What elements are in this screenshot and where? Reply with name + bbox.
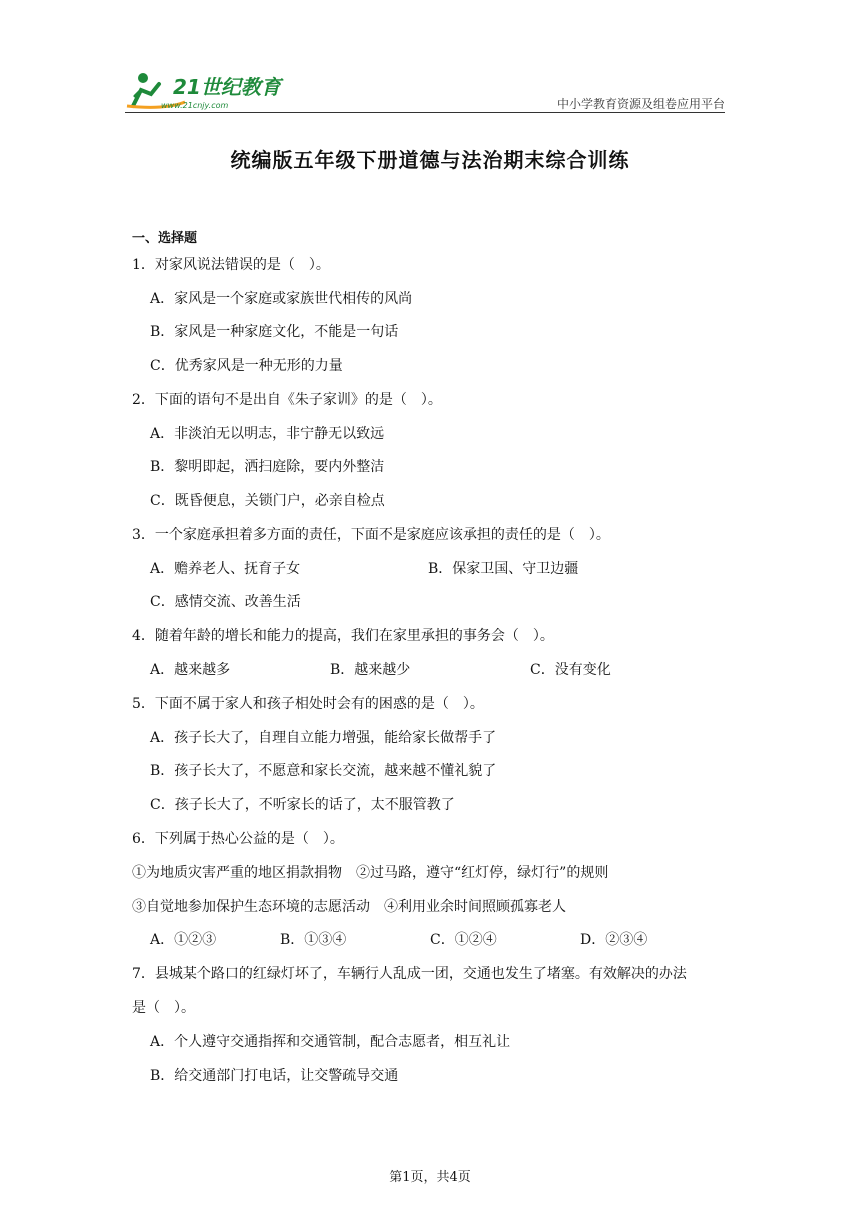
page-title: 统编版五年级下册道德与法治期末综合训练 (230, 148, 630, 172)
question-6-items-line-2: ③自觉地参加保护生态环境的志愿活动 ④利用业余时间照顾孤寡老人 (132, 899, 566, 915)
question-2-option-a: A．非淡泊无以明志，非宁静无以致远 (150, 426, 385, 442)
question-5-option-c: C．孩子长大了，不听家长的话了，太不服管教了 (150, 797, 455, 813)
question-1-option-c: C．优秀家风是一种无形的力量 (150, 358, 343, 374)
question-2-stem: 2．下面的语句不是出自《朱子家训》的是（ ）。 (132, 392, 442, 408)
header-rule (125, 112, 725, 113)
question-1-option-a: A．家风是一个家庭或家族世代相传的风尚 (150, 291, 413, 307)
question-6-stem: 6．下列属于热心公益的是（ ）。 (132, 831, 344, 847)
question-3-option-c: C．感情交流、改善生活 (150, 594, 301, 610)
page-number: 第1页，共4页 (389, 1170, 471, 1185)
question-6-option-c: C．①②④ (430, 932, 497, 948)
question-4-option-a: A．越来越多 (150, 662, 231, 678)
question-6-option-d: D．②③④ (580, 932, 648, 948)
platform-name: 中小学教育资源及组卷应用平台 (556, 97, 725, 111)
question-3-option-a: A．赡养老人、抚育子女 (150, 561, 301, 577)
question-3-stem: 3．一个家庭承担着多方面的责任，下面不是家庭应该承担的责任的是（ ）。 (132, 527, 610, 543)
question-1-option-b: B．家风是一种家庭文化，不能是一句话 (150, 324, 399, 340)
question-5-option-a: A．孩子长大了，自理自立能力增强，能给家长做帮手了 (150, 730, 497, 746)
question-6-option-a: A．①②③ (150, 932, 217, 948)
page-header (125, 62, 725, 114)
question-4-option-c: C．没有变化 (530, 662, 611, 678)
question-7-stem: 7．县城某个路口的红绿灯坏了，车辆行人乱成一团，交通也发生了堵塞。有效解决的办法 (132, 966, 687, 982)
question-2-option-b: B．黎明即起，洒扫庭除，要内外整洁 (150, 459, 385, 475)
svg-text:www.21cnjy.com: www.21cnjy.com (161, 101, 229, 110)
logo (125, 66, 295, 112)
question-7-option-b: B．给交通部门打电话，让交警疏导交通 (150, 1068, 399, 1084)
question-7-stem-continued: 是（ ）。 (132, 1000, 195, 1016)
question-7-option-a: A．个人遵守交通指挥和交通管制，配合志愿者，相互礼让 (150, 1034, 511, 1050)
question-4-stem: 4．随着年龄的增长和能力的提高，我们在家里承担的事务会（ ）。 (132, 628, 554, 644)
question-4-option-b: B．越来越少 (330, 662, 411, 678)
section-heading: 一、选择题 (132, 231, 198, 246)
question-5-stem: 5．下面不属于家人和孩子相处时会有的困惑的是（ ）。 (132, 696, 484, 712)
svg-text:21世纪教育: 21世纪教育 (173, 75, 281, 99)
question-1-stem: 1．对家风说法错误的是（ ）。 (132, 257, 330, 273)
question-2-option-c: C．既昏便息，关锁门户，必亲自检点 (150, 493, 385, 509)
question-5-option-b: B．孩子长大了，不愿意和家长交流，越来越不懂礼貌了 (150, 763, 497, 779)
question-3-option-b: B．保家卫国、守卫边疆 (428, 561, 579, 577)
question-6-option-b: B．①③④ (280, 932, 347, 948)
question-6-items-line-1: ①为地质灾害严重的地区捐款捐物 ②过马路，遵守“红灯停，绿灯行”的规则 (132, 865, 609, 881)
